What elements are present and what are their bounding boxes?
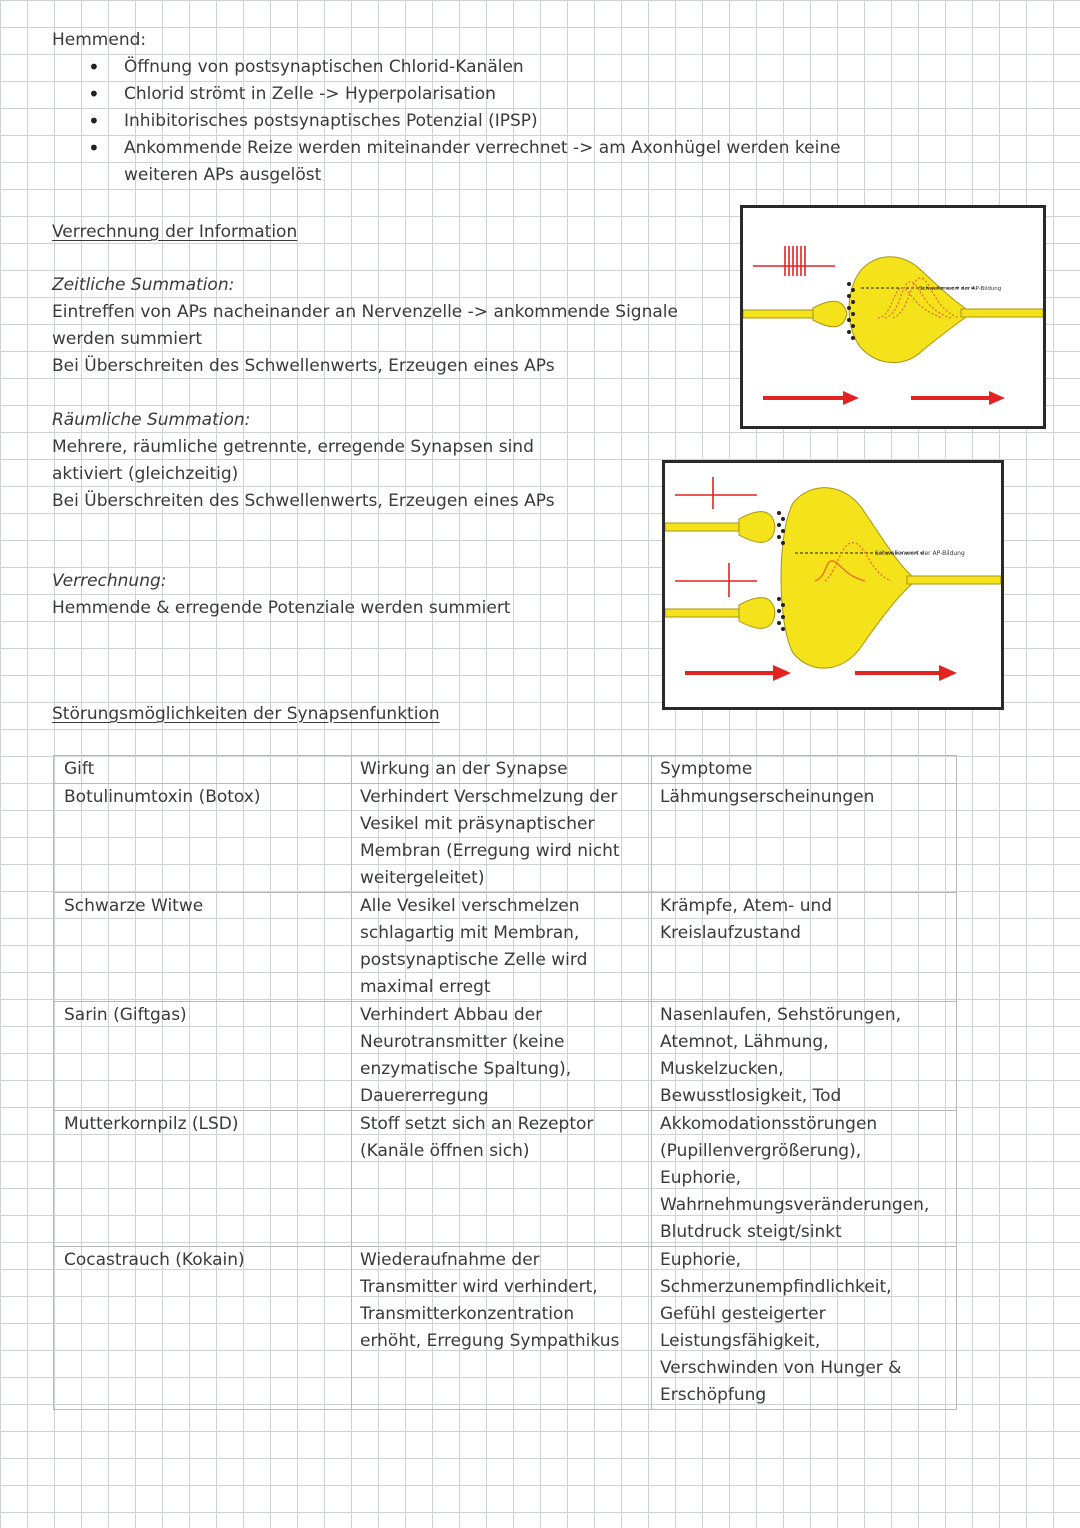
cell-line: Atemnot, Lähmung,: [660, 1032, 829, 1052]
zeitlich-title: Zeitliche Summation:: [52, 275, 235, 295]
cell-line: Euphorie,: [660, 1168, 742, 1188]
threshold-label: Schwellenwert der AP-Bildung: [919, 286, 1002, 292]
cell-gift: Botulinumtoxin (Botox): [54, 784, 352, 893]
cell-line: Wiederaufnahme der: [360, 1250, 540, 1270]
cell-gift: Mutterkornpilz (LSD): [54, 1111, 352, 1247]
cell-line: Neurotransmitter (keine: [360, 1032, 565, 1052]
raeumlich-title: Räumliche Summation:: [52, 410, 251, 430]
cell-symptome: [652, 1247, 957, 1410]
cell-line: Kreislaufzustand: [660, 923, 801, 943]
header-cell-wirkung: Wirkung an der Synapse: [352, 756, 652, 784]
cell-gift: Sarin (Giftgas): [54, 1002, 352, 1111]
cell-symptome: [652, 893, 957, 1002]
direction-arrow-icon: [911, 391, 1005, 405]
presynaptic-axon: [743, 310, 823, 318]
cell-wirkung: [352, 1002, 652, 1111]
zeitlich-text-line: Eintreffen von APs nacheinander an Nervenzelle -> ankommende Signale: [52, 302, 678, 322]
cell-line: erhöht, Erregung Sympathikus: [360, 1331, 620, 1351]
cell-gift: Cocastrauch (Kokain): [54, 1247, 352, 1410]
cell-symptome: [652, 784, 957, 893]
cell-line: Verhindert Verschmelzung der: [360, 787, 618, 807]
table-row: [54, 1111, 957, 1247]
temporal-summation-diagram: [743, 208, 1043, 426]
cell-wirkung: [352, 1247, 652, 1410]
presynaptic-axon-upper: [665, 523, 747, 531]
zeitlich-text-line: Bei Überschreiten des Schwellenwerts, Erzeugen eines APs: [52, 356, 555, 376]
zeitlich-text-line: werden summiert: [52, 329, 203, 349]
table-row: [54, 784, 957, 893]
postsynaptic-neuron: [781, 488, 911, 668]
cell-line: Erschöpfung: [660, 1385, 767, 1405]
cell-symptome: [652, 1002, 957, 1111]
table-row: [54, 1247, 957, 1410]
stimulus-cross-icon: [675, 563, 757, 597]
cell-wirkung: [352, 784, 652, 893]
verrechnung-title: Verrechnung:: [52, 571, 167, 591]
verrechnung-text-line: Hemmende & erregende Potenziale werden summiert: [52, 598, 511, 618]
cell-wirkung: [352, 1111, 652, 1247]
cell-line: postsynaptische Zelle wird: [360, 950, 588, 970]
cell-line: (Pupillenvergrößerung),: [660, 1141, 862, 1161]
bullet-item: • Ankommende Reize werden miteinander verrechnet -> am Axonhügel werden keine weiteren APs ausgelöst: [52, 135, 884, 189]
raeumlich-text-line: Bei Überschreiten des Schwellenwerts, Erzeugen eines APs: [52, 491, 555, 511]
postsynaptic-neuron: [849, 257, 965, 363]
bullet-item: • Inhibitorisches postsynaptisches Potenzial (IPSP): [52, 108, 912, 135]
cell-line: Transmitter wird verhindert,: [360, 1277, 598, 1297]
figure-temporal-summation: [740, 205, 1046, 429]
cell-line: schlagartig mit Membran,: [360, 923, 580, 943]
threshold-label: Schwellenwert der AP-Bildung: [875, 550, 965, 557]
cell-line: maximal erregt: [360, 977, 491, 997]
cell-line: (Kanäle öffnen sich): [360, 1141, 530, 1161]
cell-symptome: [652, 1111, 957, 1247]
cell-line: Euphorie,: [660, 1250, 742, 1270]
cell-line: Blutdruck steigt/sinkt: [660, 1222, 842, 1242]
direction-arrow-icon: [685, 665, 791, 681]
cell-line: Schmerzunempfindlichkeit,: [660, 1277, 892, 1297]
cell-line: Nasenlaufen, Sehstörungen,: [660, 1005, 902, 1025]
direction-arrow-icon: [855, 665, 957, 681]
cell-line: Leistungsfähigkeit,: [660, 1331, 821, 1351]
stoerung-table: [53, 755, 957, 1410]
spatial-summation-diagram: [665, 463, 1001, 707]
bullet-item: • Chlorid strömt in Zelle -> Hyperpolarisation: [52, 81, 912, 108]
header-cell-symptome: Symptome: [652, 756, 957, 784]
cell-line: Gefühl gesteigerter: [660, 1304, 826, 1324]
postsynaptic-axon: [961, 309, 1043, 317]
cell-line: weitergeleitet): [360, 868, 485, 888]
table-row: [54, 893, 957, 1002]
raeumlich-text-line: Mehrere, räumliche getrennte, erregende Synapsen sind: [52, 437, 534, 457]
cell-line: Muskelzucken,: [660, 1059, 784, 1079]
cell-gift: Schwarze Witwe: [54, 893, 352, 1002]
postsynaptic-axon: [907, 576, 1001, 584]
section-heading-stoerung: Störungsmöglichkeiten der Synapsenfunktion: [52, 704, 440, 724]
cell-line: Lähmungserscheinungen: [660, 787, 875, 807]
cell-line: Verhindert Abbau der: [360, 1005, 543, 1025]
table-body: [54, 784, 957, 1410]
cell-line: Krämpfe, Atem- und: [660, 896, 833, 916]
cell-line: Membran (Erregung wird nicht: [360, 841, 620, 861]
cell-line: Stoff setzt sich an Rezeptor: [360, 1114, 594, 1134]
presynaptic-axon-lower: [665, 609, 747, 617]
header-cell-gift: Gift: [54, 756, 352, 784]
cell-line: Transmitterkonzentration: [360, 1304, 575, 1324]
cell-line: Alle Vesikel verschmelzen: [360, 896, 580, 916]
cell-line: Dauererregung: [360, 1086, 489, 1106]
hemmend-bullet-list: [52, 54, 912, 189]
stimulus-cross-icon: [675, 477, 757, 509]
table-row: [54, 1002, 957, 1111]
cell-line: enzymatische Spaltung),: [360, 1059, 572, 1079]
direction-arrow-icon: [763, 391, 859, 405]
bullet-item: • Öffnung von postsynaptischen Chlorid-Kanälen: [52, 54, 912, 81]
cell-line: Vesikel mit präsynaptischer: [360, 814, 595, 834]
cell-line: Verschwinden von Hunger &: [660, 1358, 902, 1378]
synaptic-bouton: [813, 301, 847, 327]
stimulus-pulses-icon: [753, 246, 835, 276]
hemmend-title: Hemmend:: [52, 30, 147, 50]
cell-line: Wahrnehmungsveränderungen,: [660, 1195, 930, 1215]
raeumlich-text-line: aktiviert (gleichzeitig): [52, 464, 239, 484]
figure-spatial-summation: [662, 460, 1004, 710]
section-heading-verrechnung: Verrechnung der Information: [52, 222, 298, 242]
cell-line: Bewusstlosigkeit, Tod: [660, 1086, 842, 1106]
cell-line: Akkomodationsstörungen: [660, 1114, 878, 1134]
table-header-row: [54, 756, 957, 784]
synaptic-bouton-lower: [739, 598, 775, 629]
cell-wirkung: [352, 893, 652, 1002]
synaptic-bouton-upper: [739, 512, 775, 543]
